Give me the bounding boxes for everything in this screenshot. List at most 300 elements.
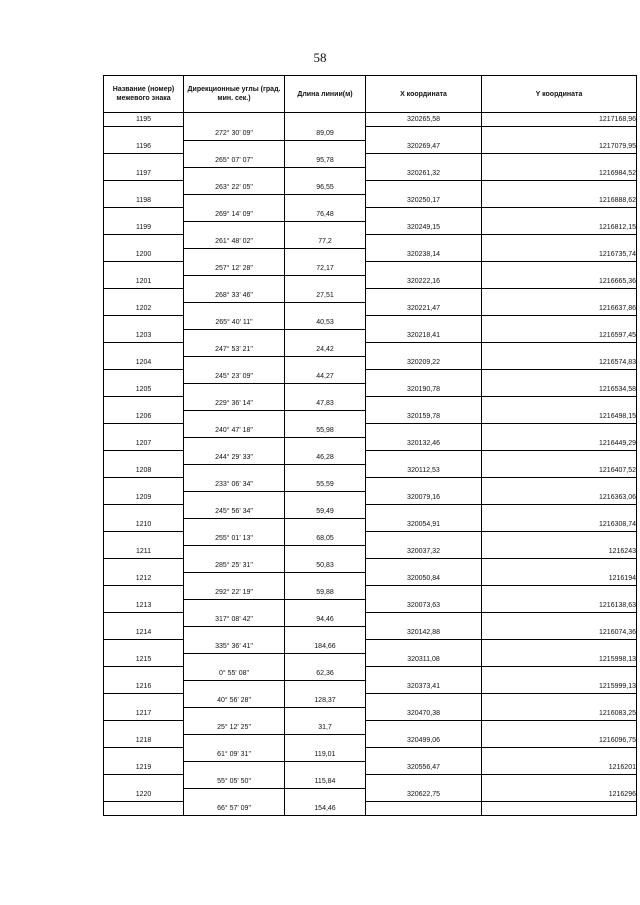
empty-cell [482, 343, 637, 357]
table-row [104, 316, 637, 330]
point-name: 1200 [104, 248, 184, 262]
empty-cell [104, 748, 184, 762]
line-length: 62,36 [285, 667, 366, 681]
point-name: 1207 [104, 437, 184, 451]
empty-cell [184, 518, 285, 532]
empty-cell [285, 167, 366, 181]
direction-angle: 244° 29' 33" [184, 451, 285, 465]
empty-cell [482, 802, 637, 816]
direction-angle: 265° 40' 11" [184, 316, 285, 330]
table-row [104, 761, 637, 775]
y-coordinate: 1216984,52 [482, 167, 637, 181]
empty-cell [285, 383, 366, 397]
y-coordinate: 1216407,52 [482, 464, 637, 478]
empty-cell [482, 640, 637, 654]
header-x: X координата [366, 76, 482, 113]
line-length: 76,48 [285, 208, 366, 222]
line-length: 119,01 [285, 748, 366, 762]
empty-cell [285, 545, 366, 559]
header-angle: Дирекционные углы (град. мин. сек.) [184, 76, 285, 113]
direction-angle: 229° 36' 14" [184, 397, 285, 411]
y-coordinate: 1215999,13 [482, 680, 637, 694]
direction-angle: 61° 09' 31" [184, 748, 285, 762]
point-name: 1206 [104, 410, 184, 424]
point-name: 1216 [104, 680, 184, 694]
empty-cell [482, 316, 637, 330]
empty-cell [482, 424, 637, 438]
x-coordinate: 320079,16 [366, 491, 482, 505]
empty-cell [285, 437, 366, 451]
point-name: 1205 [104, 383, 184, 397]
empty-cell [104, 235, 184, 249]
empty-cell [366, 586, 482, 600]
empty-cell [184, 572, 285, 586]
empty-cell [184, 329, 285, 343]
empty-cell [482, 559, 637, 573]
table-body [104, 113, 637, 816]
page-number: 58 [313, 50, 327, 65]
empty-cell [366, 721, 482, 735]
line-length: 50,83 [285, 559, 366, 573]
empty-cell [104, 478, 184, 492]
x-coordinate: 320261,32 [366, 167, 482, 181]
empty-cell [482, 478, 637, 492]
table-row [104, 140, 637, 154]
empty-cell [184, 302, 285, 316]
y-coordinate: 1216194 [482, 572, 637, 586]
table-row [104, 194, 637, 208]
empty-cell [482, 613, 637, 627]
x-coordinate: 320499,06 [366, 734, 482, 748]
x-coordinate: 320073,63 [366, 599, 482, 613]
point-name: 1211 [104, 545, 184, 559]
empty-cell [366, 748, 482, 762]
table-row [104, 221, 637, 235]
point-name: 1212 [104, 572, 184, 586]
direction-angle: 0° 55' 08" [184, 667, 285, 681]
direction-angle: 261° 48' 02" [184, 235, 285, 249]
table-row [104, 491, 637, 505]
point-name: 1213 [104, 599, 184, 613]
table-row [104, 410, 637, 424]
direction-angle: 40° 56' 28" [184, 694, 285, 708]
empty-cell [285, 302, 366, 316]
x-coordinate: 320037,32 [366, 545, 482, 559]
line-length: 72,17 [285, 262, 366, 276]
empty-cell [104, 262, 184, 276]
empty-cell [366, 559, 482, 573]
empty-cell [104, 424, 184, 438]
empty-cell [482, 235, 637, 249]
empty-cell [285, 761, 366, 775]
empty-cell [366, 424, 482, 438]
table-row [104, 181, 637, 195]
empty-cell [104, 667, 184, 681]
x-coordinate: 320112,53 [366, 464, 482, 478]
y-coordinate: 1216296 [482, 788, 637, 802]
table-row [104, 383, 637, 397]
table-row [104, 626, 637, 640]
y-coordinate: 1215998,13 [482, 653, 637, 667]
empty-cell [104, 640, 184, 654]
empty-cell [184, 626, 285, 640]
line-length: 55,98 [285, 424, 366, 438]
line-length: 24,42 [285, 343, 366, 357]
empty-cell [482, 775, 637, 789]
table-row [104, 613, 637, 627]
empty-cell [285, 680, 366, 694]
direction-angle: 335° 36' 41" [184, 640, 285, 654]
y-coordinate: 1216498,15 [482, 410, 637, 424]
empty-cell [366, 802, 482, 816]
direction-angle: 292° 22' 19" [184, 586, 285, 600]
empty-cell [184, 707, 285, 721]
line-length: 95,78 [285, 154, 366, 168]
table-row [104, 586, 637, 600]
direction-angle: 285° 25' 31" [184, 559, 285, 573]
x-coordinate: 320311,08 [366, 653, 482, 667]
direction-angle: 272° 30' 09" [184, 127, 285, 141]
table-row [104, 775, 637, 789]
point-name: 1202 [104, 302, 184, 316]
empty-cell [482, 397, 637, 411]
empty-cell [184, 356, 285, 370]
direction-angle: 66° 57' 09" [184, 802, 285, 816]
empty-cell [482, 505, 637, 519]
empty-cell [184, 491, 285, 505]
x-coordinate: 320142,88 [366, 626, 482, 640]
y-coordinate: 1216308,74 [482, 518, 637, 532]
table-row [104, 545, 637, 559]
empty-cell [285, 248, 366, 262]
y-coordinate: 1216363,06 [482, 491, 637, 505]
empty-cell [285, 329, 366, 343]
empty-cell [366, 505, 482, 519]
empty-cell [285, 707, 366, 721]
table-row [104, 154, 637, 168]
empty-cell [104, 370, 184, 384]
y-coordinate: 1216449,29 [482, 437, 637, 451]
y-coordinate: 1216812,15 [482, 221, 637, 235]
header-y: Y координата [482, 76, 637, 113]
empty-cell [482, 586, 637, 600]
empty-cell [285, 518, 366, 532]
empty-cell [366, 640, 482, 654]
empty-cell [285, 599, 366, 613]
empty-cell [285, 491, 366, 505]
table-row [104, 127, 637, 141]
y-coordinate: 1216665,36 [482, 275, 637, 289]
line-length: 44,27 [285, 370, 366, 384]
point-name: 1214 [104, 626, 184, 640]
point-name: 1196 [104, 140, 184, 154]
y-coordinate: 1217168,96 [482, 113, 637, 127]
header-name: Название (номер) межевого знака [104, 76, 184, 113]
empty-cell [104, 775, 184, 789]
y-coordinate: 1216243 [482, 545, 637, 559]
empty-cell [482, 289, 637, 303]
empty-cell [104, 289, 184, 303]
table-row [104, 397, 637, 411]
empty-cell [184, 275, 285, 289]
y-coordinate: 1216574,83 [482, 356, 637, 370]
empty-cell [104, 451, 184, 465]
empty-cell [104, 559, 184, 573]
x-coordinate: 320556,47 [366, 761, 482, 775]
y-coordinate: 1216637,86 [482, 302, 637, 316]
empty-cell [366, 397, 482, 411]
table-row [104, 113, 637, 127]
direction-angle: 240° 47' 18" [184, 424, 285, 438]
empty-cell [482, 721, 637, 735]
y-coordinate: 1216597,45 [482, 329, 637, 343]
line-length: 27,51 [285, 289, 366, 303]
empty-cell [184, 194, 285, 208]
empty-cell [104, 208, 184, 222]
header-length: Длина линии(м) [285, 76, 366, 113]
line-length: 31,7 [285, 721, 366, 735]
point-name: 1201 [104, 275, 184, 289]
empty-cell [482, 181, 637, 195]
y-coordinate: 1217079,95 [482, 140, 637, 154]
empty-cell [366, 478, 482, 492]
table-row [104, 559, 637, 573]
table-row [104, 302, 637, 316]
line-length: 184,66 [285, 640, 366, 654]
table-row [104, 464, 637, 478]
x-coordinate: 320265,58 [366, 113, 482, 127]
point-name: 1215 [104, 653, 184, 667]
point-name: 1210 [104, 518, 184, 532]
direction-angle: 317° 08' 42" [184, 613, 285, 627]
empty-cell [482, 694, 637, 708]
empty-cell [366, 532, 482, 546]
empty-cell [104, 316, 184, 330]
empty-cell [366, 262, 482, 276]
table-row [104, 572, 637, 586]
empty-cell [285, 572, 366, 586]
table-row [104, 640, 637, 654]
table-row [104, 653, 637, 667]
empty-cell [184, 788, 285, 802]
table-header [104, 76, 637, 113]
empty-cell [482, 667, 637, 681]
empty-cell [285, 221, 366, 235]
table-row [104, 518, 637, 532]
empty-cell [104, 532, 184, 546]
empty-cell [184, 761, 285, 775]
empty-cell [104, 613, 184, 627]
empty-cell [184, 734, 285, 748]
table-row [104, 721, 637, 735]
y-coordinate: 1216888,62 [482, 194, 637, 208]
line-length: 59,49 [285, 505, 366, 519]
x-coordinate: 320269,47 [366, 140, 482, 154]
point-name: 1209 [104, 491, 184, 505]
line-length: 59,88 [285, 586, 366, 600]
direction-angle: 265° 07' 07" [184, 154, 285, 168]
empty-cell [366, 667, 482, 681]
x-coordinate: 320250,17 [366, 194, 482, 208]
empty-cell [366, 208, 482, 222]
empty-cell [366, 694, 482, 708]
table-row [104, 370, 637, 384]
table-row [104, 505, 637, 519]
empty-cell [104, 694, 184, 708]
empty-cell [104, 802, 184, 816]
direction-angle: 55° 05' 50" [184, 775, 285, 789]
empty-cell [184, 383, 285, 397]
direction-angle: 263° 22' 05" [184, 181, 285, 195]
empty-cell [366, 451, 482, 465]
line-length: 115,84 [285, 775, 366, 789]
table-row [104, 802, 637, 816]
point-name: 1199 [104, 221, 184, 235]
empty-cell [184, 410, 285, 424]
direction-angle: 245° 23' 09" [184, 370, 285, 384]
empty-cell [184, 221, 285, 235]
empty-cell [366, 343, 482, 357]
line-length: 46,28 [285, 451, 366, 465]
y-coordinate: 1216534,58 [482, 383, 637, 397]
point-name: 1208 [104, 464, 184, 478]
empty-cell [285, 464, 366, 478]
x-coordinate: 320132,46 [366, 437, 482, 451]
empty-cell [285, 653, 366, 667]
empty-cell [366, 775, 482, 789]
table-row [104, 356, 637, 370]
point-name: 1195 [104, 113, 184, 127]
empty-cell [184, 599, 285, 613]
x-coordinate: 320054,91 [366, 518, 482, 532]
empty-cell [104, 721, 184, 735]
empty-cell [285, 356, 366, 370]
empty-cell [366, 127, 482, 141]
empty-cell [184, 248, 285, 262]
boundary-coordinates-table [103, 75, 637, 816]
empty-cell [104, 127, 184, 141]
empty-cell [184, 545, 285, 559]
empty-cell [104, 397, 184, 411]
line-length: 154,46 [285, 802, 366, 816]
empty-cell [285, 788, 366, 802]
table-row [104, 329, 637, 343]
point-name: 1220 [104, 788, 184, 802]
direction-angle: 257° 12' 28" [184, 262, 285, 276]
empty-cell [104, 343, 184, 357]
y-coordinate: 1216138,63 [482, 599, 637, 613]
line-length: 96,55 [285, 181, 366, 195]
empty-cell [184, 167, 285, 181]
empty-cell [482, 370, 637, 384]
y-coordinate: 1216201 [482, 761, 637, 775]
table-row [104, 235, 637, 249]
direction-angle: 255° 01' 13" [184, 532, 285, 546]
table-row [104, 694, 637, 708]
direction-angle: 25° 12' 25" [184, 721, 285, 735]
direction-angle: 245° 56' 34" [184, 505, 285, 519]
table-row [104, 289, 637, 303]
empty-cell [285, 275, 366, 289]
point-name: 1218 [104, 734, 184, 748]
x-coordinate: 320190,78 [366, 383, 482, 397]
table-row [104, 451, 637, 465]
empty-cell [184, 680, 285, 694]
direction-angle: 233° 06' 34" [184, 478, 285, 492]
table-row [104, 343, 637, 357]
y-coordinate: 1216096,75 [482, 734, 637, 748]
table-row [104, 208, 637, 222]
x-coordinate: 320470,38 [366, 707, 482, 721]
empty-cell [285, 626, 366, 640]
point-name: 1203 [104, 329, 184, 343]
table-row [104, 667, 637, 681]
direction-angle: 269° 14' 09" [184, 208, 285, 222]
x-coordinate: 320249,15 [366, 221, 482, 235]
table-row [104, 275, 637, 289]
empty-cell [482, 154, 637, 168]
table-row [104, 424, 637, 438]
y-coordinate: 1216074,36 [482, 626, 637, 640]
point-name: 1219 [104, 761, 184, 775]
empty-cell [104, 154, 184, 168]
empty-cell [184, 140, 285, 154]
empty-cell [366, 370, 482, 384]
line-length: 68,05 [285, 532, 366, 546]
point-name: 1217 [104, 707, 184, 721]
table-row [104, 788, 637, 802]
x-coordinate: 320050,84 [366, 572, 482, 586]
x-coordinate: 320238,14 [366, 248, 482, 262]
table-row [104, 599, 637, 613]
point-name: 1197 [104, 167, 184, 181]
line-length: 94,46 [285, 613, 366, 627]
empty-cell [184, 437, 285, 451]
empty-cell [104, 505, 184, 519]
x-coordinate: 320622,75 [366, 788, 482, 802]
empty-cell [366, 613, 482, 627]
table-row [104, 707, 637, 721]
table-row [104, 167, 637, 181]
table-row [104, 532, 637, 546]
line-length: 47,83 [285, 397, 366, 411]
empty-cell [482, 451, 637, 465]
empty-cell [285, 734, 366, 748]
line-length: 128,37 [285, 694, 366, 708]
table-row [104, 437, 637, 451]
table-row [104, 262, 637, 276]
empty-cell [366, 289, 482, 303]
direction-angle: 268° 33' 46" [184, 289, 285, 303]
empty-cell [366, 154, 482, 168]
x-coordinate: 320373,41 [366, 680, 482, 694]
table-row [104, 248, 637, 262]
line-length: 89,09 [285, 127, 366, 141]
empty-cell [285, 113, 366, 127]
empty-cell [366, 316, 482, 330]
empty-cell [184, 113, 285, 127]
point-name: 1204 [104, 356, 184, 370]
empty-cell [184, 653, 285, 667]
table-row [104, 734, 637, 748]
line-length: 40,53 [285, 316, 366, 330]
empty-cell [366, 235, 482, 249]
x-coordinate: 320222,16 [366, 275, 482, 289]
table-row [104, 748, 637, 762]
empty-cell [104, 586, 184, 600]
empty-cell [482, 748, 637, 762]
point-name: 1198 [104, 194, 184, 208]
